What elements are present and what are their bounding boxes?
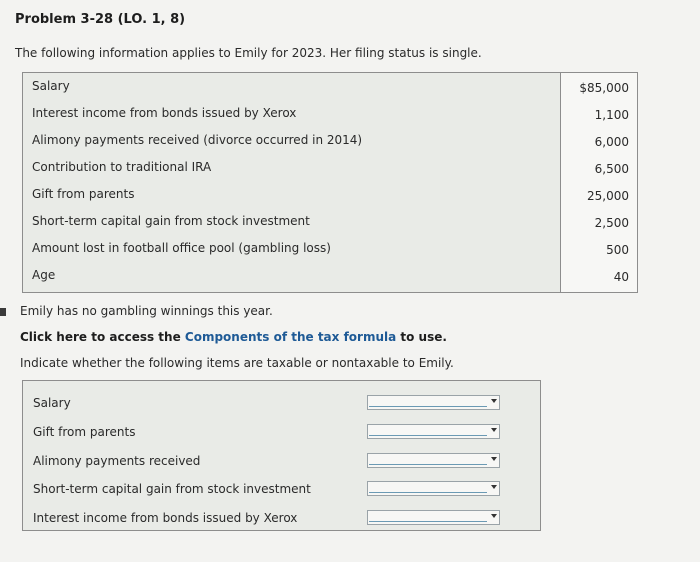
info-values-column xyxy=(560,72,638,293)
info-row xyxy=(23,73,637,100)
chevron-down-icon xyxy=(491,457,497,461)
taxable-select[interactable] xyxy=(367,395,500,410)
info-row xyxy=(23,127,637,154)
question-label: Interest income from bonds issued by Xerox xyxy=(33,511,298,525)
chevron-down-icon xyxy=(491,485,497,489)
info-value: 6,000 xyxy=(594,135,629,149)
info-label: Contribution to traditional IRA xyxy=(32,160,212,174)
info-value: 6,500 xyxy=(594,162,629,176)
info-value: 2,500 xyxy=(594,216,629,230)
gambling-note: Emily has no gambling winnings this year. xyxy=(20,304,273,318)
components-link[interactable]: Components of the tax formula xyxy=(184,330,397,344)
info-row xyxy=(23,100,637,127)
left-edge-marker xyxy=(0,308,6,316)
chevron-down-icon xyxy=(491,399,497,403)
taxable-select[interactable] xyxy=(367,510,500,525)
info-label: Short-term capital gain from stock investment xyxy=(32,214,310,228)
question-label: Short-term capital gain from stock investment xyxy=(33,482,311,496)
info-row xyxy=(23,208,637,235)
question-row xyxy=(23,447,540,475)
info-row xyxy=(23,262,637,289)
info-value: $85,000 xyxy=(579,81,629,95)
chevron-down-icon xyxy=(491,514,497,518)
question-label: Alimony payments received xyxy=(33,454,201,468)
taxable-select[interactable] xyxy=(367,424,500,439)
info-table xyxy=(22,72,638,293)
info-label: Interest income from bonds issued by Xerox xyxy=(32,106,297,120)
info-row xyxy=(23,235,637,262)
info-label: Age xyxy=(32,268,56,282)
intro-text: The following information applies to Emily for 2023. Her filing status is single. xyxy=(15,46,482,60)
components-link-line xyxy=(20,330,447,344)
chevron-down-icon xyxy=(491,428,497,432)
info-label: Amount lost in football office pool (gambling loss) xyxy=(32,241,331,255)
info-value: 25,000 xyxy=(587,189,629,203)
question-label: Gift from parents xyxy=(33,425,136,439)
info-value: 1,100 xyxy=(594,108,629,122)
question-label: Salary xyxy=(33,396,71,410)
taxable-select[interactable] xyxy=(367,453,500,468)
instruction-text: Indicate whether the following items are taxable or nontaxable to Emily. xyxy=(20,356,454,370)
question-row xyxy=(23,504,540,532)
info-label: Gift from parents xyxy=(32,187,135,201)
question-row xyxy=(23,475,540,503)
info-label: Alimony payments received (divorce occurred in 2014) xyxy=(32,133,363,147)
info-row xyxy=(23,181,637,208)
click-prefix: Click here to access the xyxy=(20,330,185,344)
problem-title: Problem 3-28 (LO. 1, 8) xyxy=(15,12,186,27)
click-suffix: to use. xyxy=(396,330,447,344)
taxability-questions xyxy=(22,380,541,531)
question-row xyxy=(23,389,540,417)
info-value: 500 xyxy=(606,243,629,257)
taxable-select[interactable] xyxy=(367,481,500,496)
info-label: Salary xyxy=(32,79,70,93)
info-value: 40 xyxy=(613,270,629,284)
question-row xyxy=(23,418,540,446)
info-row xyxy=(23,154,637,181)
